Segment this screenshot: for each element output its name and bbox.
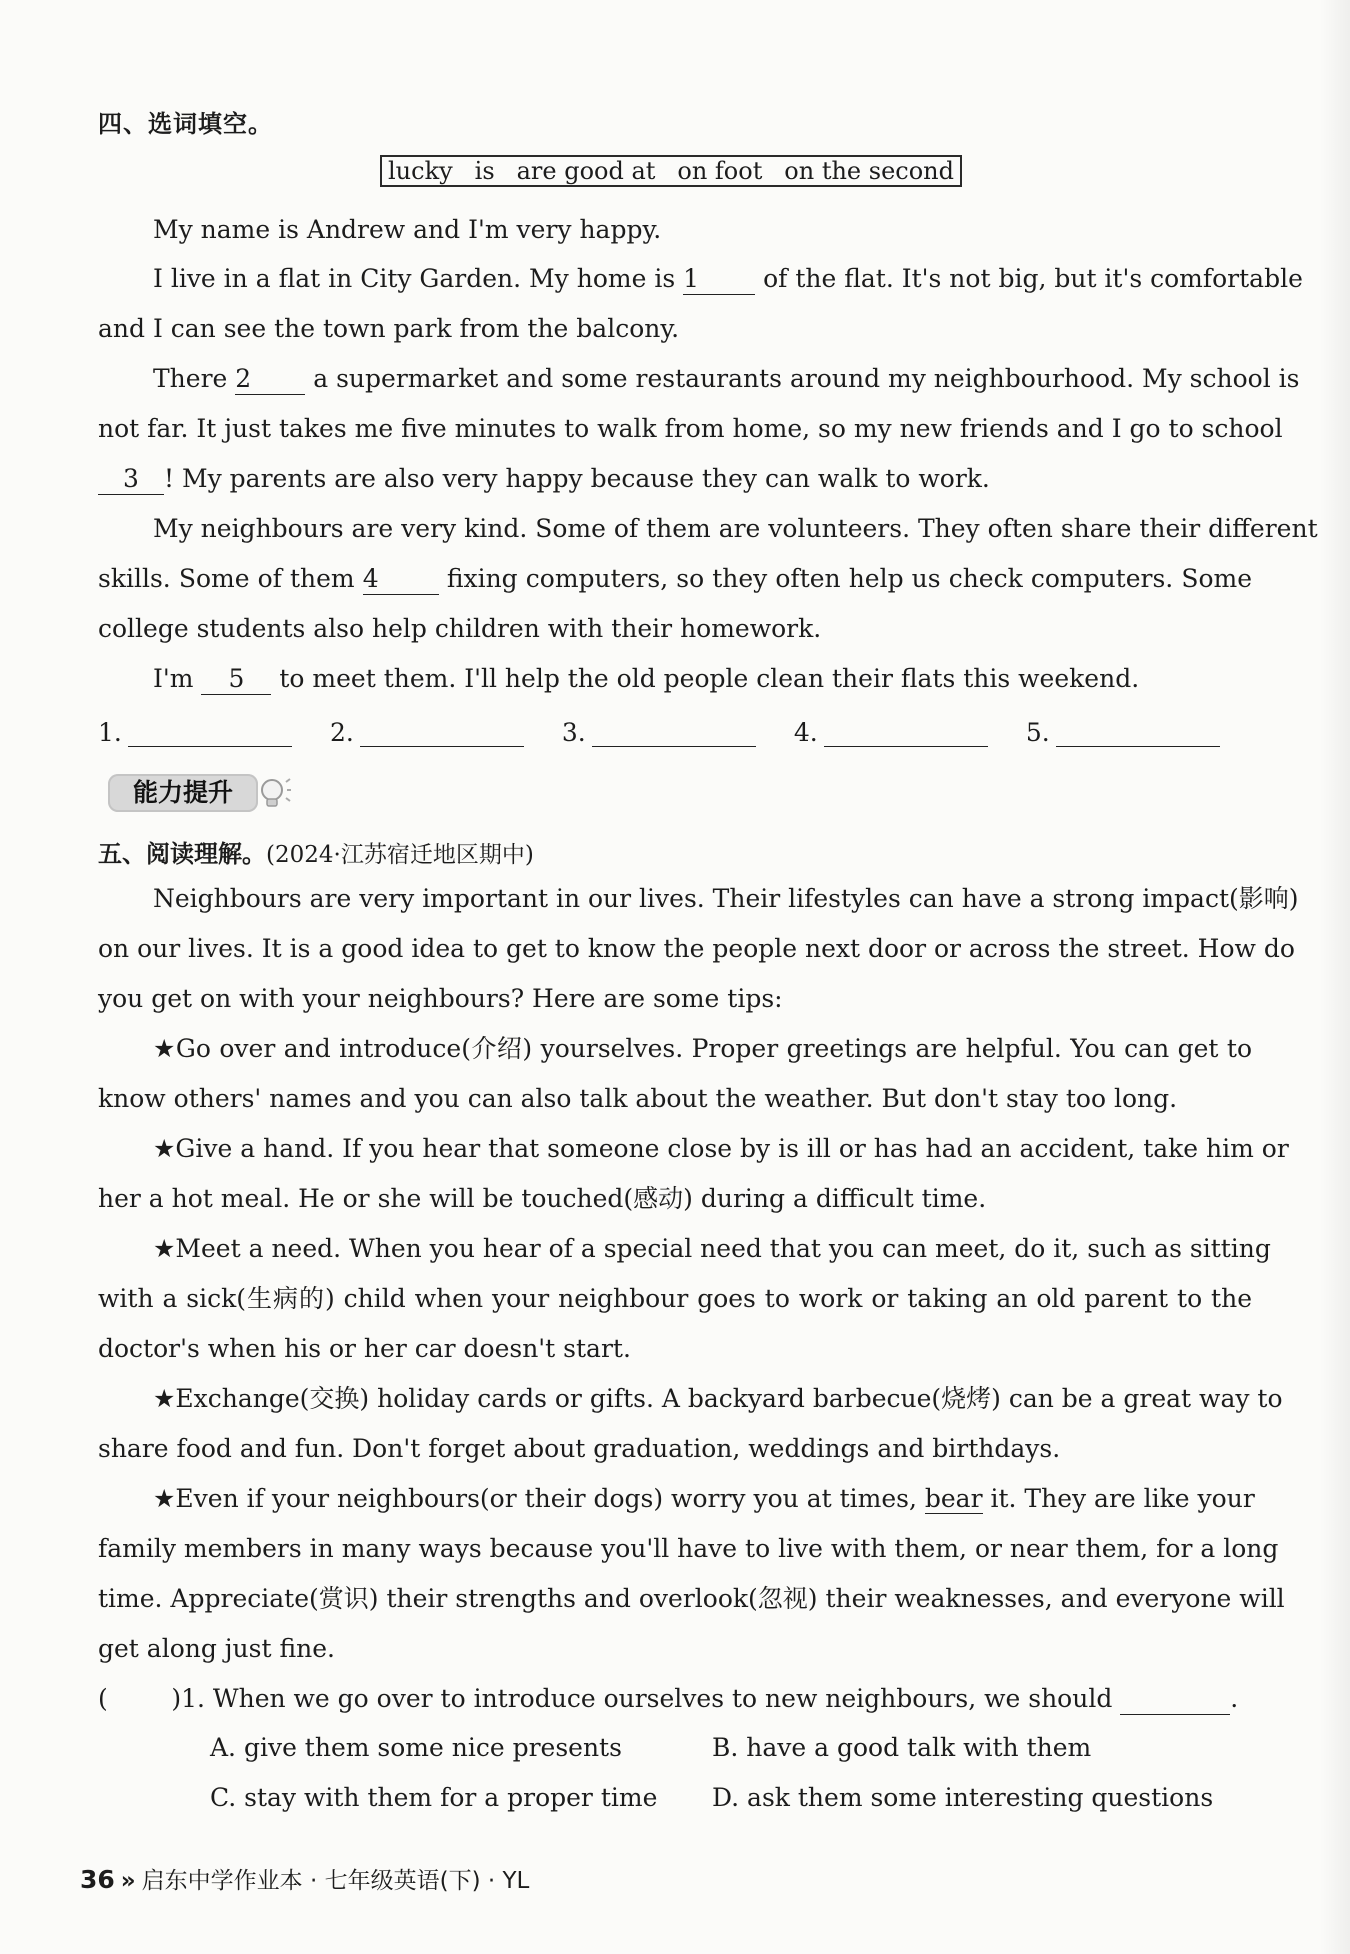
answer-input-5[interactable] (1056, 720, 1220, 747)
passage-line (153, 662, 1252, 696)
banner-label: 能力提升 (108, 774, 258, 812)
blank-4[interactable]: 4 (363, 564, 439, 595)
word-box-item: lucky (388, 157, 453, 185)
answer-paren[interactable]: ( ) (98, 1684, 182, 1713)
question-stem: 1. When we go over to introduce ourselves to new neighbours, we should (181, 1684, 1113, 1713)
answer-item (98, 718, 322, 747)
word-box-item: on foot (677, 157, 763, 185)
passage-line (98, 462, 1252, 496)
passage-line: My neighbours are very kind. Some of them are volunteers. They often share their different (153, 514, 1318, 543)
reading-line: ★Give a hand. If you hear that someone close by is ill or has had an accident, take him or (153, 1134, 1289, 1163)
book-title: 启东中学作业本 · 七年级英语(下) · YL (141, 1868, 530, 1894)
reading-line: ★Exchange(交换) holiday cards or gifts. A backyard barbecue(烧烤) can be a great way to (153, 1384, 1283, 1413)
answer-input-1[interactable] (128, 720, 292, 747)
double-chevron-icon: » (120, 1868, 136, 1894)
answer-label: 2. (329, 718, 354, 747)
reading-line: know others' names and you can also talk about the weather. But don't stay too long. (98, 1084, 1178, 1113)
option-c[interactable]: C. stay with them for a proper time (210, 1783, 658, 1812)
lightbulb-icon (256, 774, 292, 816)
reading-line: time. Appreciate(赏识) their strengths and overlook(忽视) their weaknesses, and everyone will (98, 1584, 1285, 1613)
ability-banner (96, 770, 292, 816)
word-box (380, 155, 962, 187)
passage-text: of the flat. It's not big, but it's comfortable (763, 264, 1303, 293)
passage-text: I'm (153, 664, 194, 693)
reading-line: doctor's when his or her car doesn't start. (98, 1334, 631, 1363)
answer-label: 1. (98, 718, 122, 747)
underlined-word-bear: bear (924, 1484, 983, 1513)
reading-line: her a hot meal. He or she will be touched(感动) during a difficult time. (98, 1184, 987, 1213)
answer-lines (98, 718, 1250, 747)
answer-item (562, 718, 786, 747)
passage-text: fixing computers, so they often help us check computers. Some (446, 564, 1253, 593)
passage-text: I live in a flat in City Garden. My home is (153, 264, 676, 293)
passage-line: not far. It just takes me five minutes to walk from home, so my new friends and I go to school (98, 414, 1283, 443)
passage-text: a supermarket and some restaurants around my neighbourhood. My school is (313, 364, 1300, 393)
reading-line: get along just fine. (98, 1634, 335, 1663)
section-5-title (98, 834, 534, 869)
passage-line (153, 362, 1300, 396)
passage-text: There (153, 364, 228, 393)
blank-3[interactable]: 3 (98, 464, 164, 495)
answer-label: 5. (1025, 718, 1050, 747)
question-blank[interactable] (1120, 1684, 1230, 1715)
page-footer (80, 1862, 529, 1895)
question-1 (98, 1682, 1252, 1716)
passage-line: college students also help children with their homework. (98, 614, 822, 643)
blank-5[interactable]: 5 (201, 664, 271, 695)
passage-line (153, 262, 1303, 296)
word-box-item: is (474, 157, 495, 185)
reading-line: you get on with your neighbours? Here are some tips: (98, 984, 783, 1013)
reading-line: with a sick(生病的) child when your neighbour goes to work or taking an old parent to the (98, 1284, 1252, 1313)
passage-text: ! My parents are also very happy because they can walk to work. (164, 464, 990, 493)
answer-input-4[interactable] (824, 720, 988, 747)
answer-label: 3. (561, 718, 586, 747)
question-end: . (1230, 1684, 1239, 1713)
answer-item (794, 718, 1018, 747)
passage-line: and I can see the town park from the balcony. (98, 314, 680, 343)
option-a[interactable]: A. give them some nice presents (210, 1733, 622, 1762)
word-box-item: are good at (516, 157, 656, 185)
reading-line: Neighbours are very important in our lives. Their lifestyles can have a strong impact(影响) (153, 884, 1299, 913)
word-box-item: on the second (784, 157, 954, 185)
reading-line: on our lives. It is a good idea to get to know the people next door or across the street. How do (98, 934, 1295, 963)
passage-text: to meet them. I'll help the old people clean their flats this weekend. (279, 664, 1140, 693)
page-edge-shadow (1320, 0, 1350, 1954)
option-d[interactable]: D. ask them some interesting questions (712, 1783, 1214, 1812)
reading-line: family members in many ways because you'll have to live with them, or near them, for a long (98, 1534, 1279, 1563)
answer-item (330, 718, 554, 747)
answer-label: 4. (793, 718, 818, 747)
option-b[interactable]: B. have a good talk with them (712, 1733, 1092, 1762)
section-5-source: (2024·江苏宿迁地区期中) (266, 842, 534, 868)
reading-text: it. They are like your (990, 1484, 1255, 1513)
reading-text: ★Even if your neighbours(or their dogs) worry you at times, (153, 1484, 917, 1513)
blank-2[interactable]: 2 (235, 364, 305, 395)
answer-item (1026, 718, 1250, 747)
answer-input-3[interactable] (592, 720, 756, 747)
blank-1[interactable]: 1 (683, 264, 755, 295)
section-5-heading: 五、阅读理解。 (98, 840, 266, 868)
reading-line: share food and fun. Don't forget about graduation, weddings and birthdays. (98, 1434, 1061, 1463)
page-number: 36 (80, 1865, 115, 1894)
passage-line (98, 562, 1252, 596)
reading-line: ★Meet a need. When you hear of a special need that you can meet, do it, such as sitting (153, 1234, 1271, 1263)
passage-text: skills. Some of them (98, 564, 355, 593)
section-4-title: 四、选词填空。 (98, 110, 273, 138)
reading-line: ★Go over and introduce(介绍) yourselves. Proper greetings are helpful. You can get to (153, 1034, 1252, 1063)
reading-line (153, 1482, 1255, 1516)
answer-input-2[interactable] (360, 720, 524, 747)
passage-line: My name is Andrew and I'm very happy. (153, 215, 662, 244)
